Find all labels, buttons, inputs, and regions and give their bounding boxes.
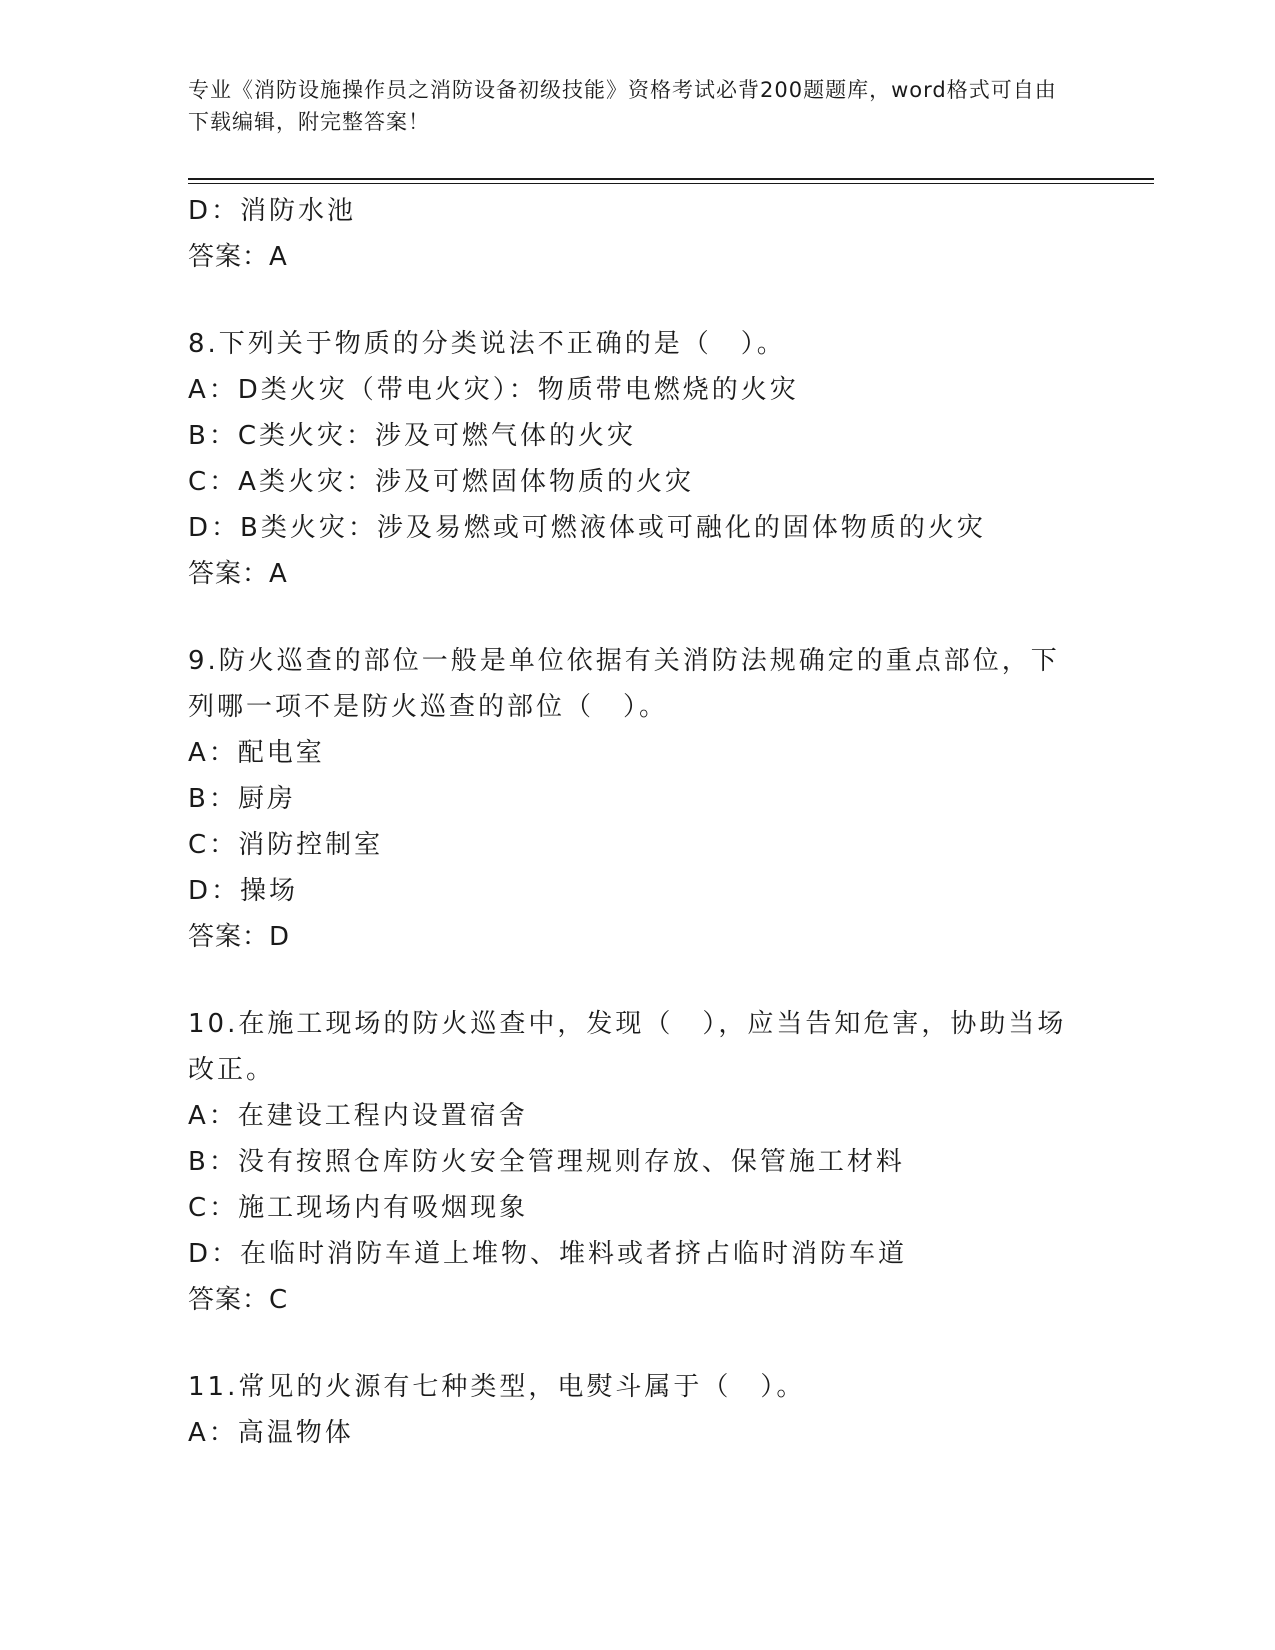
question-text: 10.在施工现场的防火巡查中，发现（ ），应当告知危害，协助当场改正。	[188, 1009, 1067, 1085]
question-9	[188, 638, 1088, 960]
option-b: B：没有按照仓库防火安全管理规则存放、保管施工材料	[188, 1147, 905, 1177]
option-a: A：在建设工程内设置宿舍	[188, 1101, 528, 1131]
option-c: C：施工现场内有吸烟现象	[188, 1193, 529, 1223]
option-b: B：厨房	[188, 784, 296, 814]
question-text: 11.常见的火源有七种类型，电熨斗属于（ ）。	[188, 1372, 806, 1402]
question-8	[188, 321, 1088, 597]
option-b: B：C类火灾：涉及可燃气体的火灾	[188, 421, 636, 451]
question-text: 8.下列关于物质的分类说法不正确的是（ ）。	[188, 329, 786, 359]
answer-line: 答案：A	[188, 559, 288, 589]
question-11	[188, 1364, 1088, 1456]
document-header: 专业《消防设施操作员之消防设备初级技能》资格考试必背200题题库，word格式可自由下载编辑，附完整答案！	[188, 78, 1057, 134]
option-d: D：B类火灾：涉及易燃或可燃液体或可融化的固体物质的火灾	[188, 513, 986, 543]
option-d: D：消防水池	[188, 196, 357, 226]
question-text: 9.防火巡查的部位一般是单位依据有关消防法规确定的重点部位，下列哪一项不是防火巡查的部位（ ）。	[188, 646, 1060, 722]
answer-line: 答案：C	[188, 1285, 289, 1315]
option-a: A：配电室	[188, 738, 325, 768]
option-a: A：D类火灾（带电火灾）：物质带电燃烧的火灾	[188, 375, 799, 405]
answer-line: 答案：D	[188, 922, 291, 952]
question-list	[188, 188, 1088, 1456]
option-a: A：高温物体	[188, 1418, 354, 1448]
prev-question-tail	[188, 188, 1088, 280]
header-rule-thin	[188, 183, 1154, 184]
option-d: D：操场	[188, 876, 299, 906]
header-rule-thick	[188, 178, 1154, 180]
option-d: D：在临时消防车道上堆物、堆料或者挤占临时消防车道	[188, 1239, 908, 1269]
option-c: C：A类火灾：涉及可燃固体物质的火灾	[188, 467, 694, 497]
question-10	[188, 1001, 1088, 1323]
answer-line: 答案：A	[188, 242, 288, 272]
option-c: C：消防控制室	[188, 830, 384, 860]
